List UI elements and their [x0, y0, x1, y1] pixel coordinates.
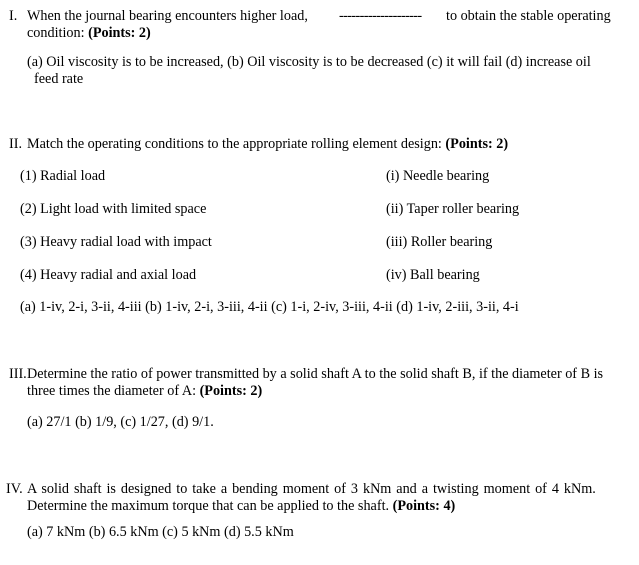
answer-blank: --------------------: [339, 8, 422, 24]
question-1-points: (Points: 2): [88, 25, 151, 41]
question-1-number: I.: [9, 8, 18, 24]
question-1-stem-part1: When the journal bearing encounters higher load,: [27, 8, 308, 24]
question-3-points: (Points: 2): [199, 383, 263, 399]
question-4-stem-line2: Determine the maximum torque that can be applied to the shaft. (Points: 4): [27, 498, 456, 514]
question-1-stem-line2: condition: (Points: 2): [27, 25, 151, 41]
question-4-points: (Points: 4): [392, 498, 456, 514]
question-3-stem-line2: three times the diameter of A: (Points: 2): [27, 383, 263, 399]
question-1-options-line2: feed rate: [34, 71, 84, 87]
match-left-item: (3) Heavy radial load with impact: [20, 234, 212, 250]
question-3-options: (a) 27/1 (b) 1/9, (c) 1/27, (d) 9/1.: [27, 414, 214, 430]
match-left-item: (1) Radial load: [20, 168, 106, 184]
match-left-item: (2) Light load with limited space: [20, 201, 207, 217]
question-4-stem-line1: A solid shaft is designed to take a bending moment of 3 kNm and a twisting moment of 4 kNm.: [27, 481, 596, 497]
question-2-options: (a) 1-iv, 2-i, 3-ii, 4-iii (b) 1-iv, 2-i, 3-iii, 4-ii (c) 1-i, 2-iv, 3-iii, 4-ii (d) 1-iv, 2-iii, 3-ii, 4-i: [20, 299, 519, 315]
question-4-number: IV.: [6, 481, 23, 497]
question-3-stem-line1: Determine the ratio of power transmitted by a solid shaft A to the solid shaft B, if the diameter of B is: [27, 366, 604, 382]
question-2-points: (Points: 2): [445, 136, 509, 152]
question-2-stem: Match the operating conditions to the appropriate rolling element design: (Points: 2): [27, 136, 509, 152]
match-right-item: (iv) Ball bearing: [386, 267, 480, 283]
match-right-item: (iii) Roller bearing: [386, 234, 493, 250]
question-2-number: II.: [9, 136, 22, 152]
question-1-stem-part2: to obtain the stable operating: [446, 8, 611, 24]
question-1-options-line1: (a) Oil viscosity is to be increased, (b) Oil viscosity is to be decreased (c) it will fail (d) increase oil: [27, 54, 591, 70]
question-3-number: III.: [9, 366, 27, 382]
question-4-options: (a) 7 kNm (b) 6.5 kNm (c) 5 kNm (d) 5.5 kNm: [27, 524, 294, 540]
match-right-item: (ii) Taper roller bearing: [386, 201, 520, 217]
match-right-item: (i) Needle bearing: [386, 168, 490, 184]
match-left-item: (4) Heavy radial and axial load: [20, 267, 197, 283]
